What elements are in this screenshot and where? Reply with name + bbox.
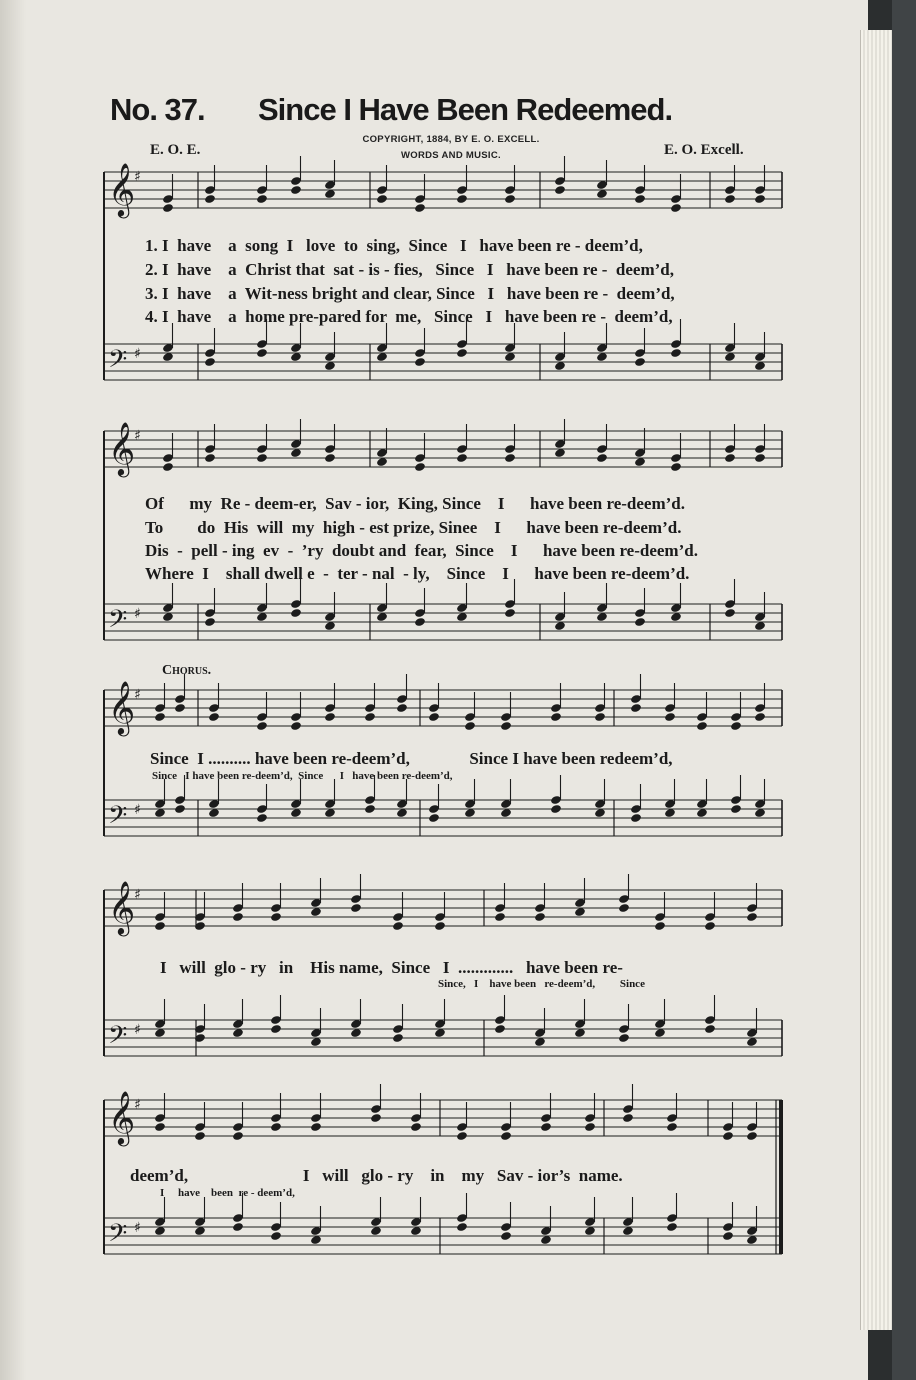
- note-head: [410, 1122, 422, 1132]
- note-head: [396, 703, 408, 713]
- note-head: [664, 712, 676, 722]
- treble-clef: 𝄞: [108, 680, 136, 734]
- note-head: [584, 1122, 596, 1132]
- note-head: [256, 453, 268, 463]
- note-head: [634, 357, 646, 367]
- verse-4-line-1: 4. I have a home pre-pared for me, Since I have been re - deem’d,: [145, 307, 673, 326]
- note-head: [290, 185, 302, 195]
- note-head: [392, 1033, 404, 1043]
- lyricist-initials: E. O. E.: [150, 142, 201, 158]
- note-head: [500, 1231, 512, 1241]
- bass-clef: 𝄢: [108, 345, 128, 380]
- note-head: [504, 194, 516, 204]
- note-head: [724, 194, 736, 204]
- key-signature-sharp: ♯: [134, 169, 141, 185]
- note-head: [634, 194, 646, 204]
- key-signature-sharp: ♯: [134, 428, 141, 444]
- note-head: [500, 721, 512, 731]
- note-head: [154, 1122, 166, 1132]
- note-head: [232, 1131, 244, 1141]
- key-signature-sharp: ♯: [134, 802, 141, 818]
- verse-4-line-2: Where I shall dwell e - ter - nal - ly, Since I have been re-deem’d.: [145, 564, 690, 583]
- chorus-bass-line-2: Since, I have been re-deem’d, Since: [438, 978, 645, 990]
- verse-1-line-2: Of my Re - deem-er, Sav - ior, King, Since I have been re-deem’d.: [145, 494, 686, 513]
- note-head: [494, 1024, 506, 1034]
- bass-clef: 𝄢: [108, 1219, 128, 1254]
- note-head: [504, 453, 516, 463]
- note-head: [414, 357, 426, 367]
- chorus-line-3: deem’d, I will glo - ry in my Sav - ior’s name.: [130, 1166, 623, 1185]
- note-head: [746, 1131, 758, 1141]
- note-head: [364, 804, 376, 814]
- note-head: [746, 912, 758, 922]
- note-head: [704, 921, 716, 931]
- key-signature-sharp: ♯: [134, 1022, 141, 1038]
- note-head: [670, 348, 682, 358]
- note-head: [704, 1024, 716, 1034]
- note-head: [270, 1231, 282, 1241]
- key-signature-sharp: ♯: [134, 687, 141, 703]
- note-head: [594, 712, 606, 722]
- note-head: [550, 804, 562, 814]
- note-head: [270, 1122, 282, 1132]
- verse-3-line-2: Dis - pell - ing ev - ’ry doubt and fear, Since I have been re-deem’d.: [145, 541, 698, 560]
- final-bar-line-thick: [779, 1100, 783, 1254]
- key-signature-sharp: ♯: [134, 346, 141, 362]
- note-head: [504, 608, 516, 618]
- note-head: [270, 912, 282, 922]
- note-head: [204, 453, 216, 463]
- note-head: [754, 453, 766, 463]
- note-head: [464, 721, 476, 731]
- note-head: [434, 921, 446, 931]
- note-head: [630, 813, 642, 823]
- note-head: [534, 912, 546, 922]
- note-head: [392, 921, 404, 931]
- verse-1-line-1: 1. I have a song I love to sing, Since I have been re - deem’d,: [145, 236, 643, 255]
- chorus-line-2: I will glo - ry in His name, Since I ............. have been re-: [160, 958, 623, 977]
- note-head: [310, 1122, 322, 1132]
- note-head: [350, 903, 362, 913]
- note-head: [456, 1131, 468, 1141]
- verse-2-line-1: 2. I have a Christ that sat - is - fies, Since I have been re - deem’d,: [145, 260, 675, 279]
- verse-2-line-2: To do His will my high - est prize, Sinee I have been re-deem’d.: [145, 518, 682, 537]
- note-head: [456, 348, 468, 358]
- treble-clef: 𝄞: [108, 880, 136, 934]
- note-head: [724, 453, 736, 463]
- note-head: [654, 921, 666, 931]
- bass-clef: 𝄢: [108, 1021, 128, 1056]
- note-head: [724, 608, 736, 618]
- note-head: [414, 203, 426, 213]
- note-head: [162, 203, 174, 213]
- note-head: [666, 1222, 678, 1232]
- composer-name: E. O. Excell.: [664, 142, 744, 158]
- key-signature-sharp: ♯: [134, 1097, 141, 1113]
- note-head: [500, 1131, 512, 1141]
- note-head: [232, 1222, 244, 1232]
- note-head: [194, 1131, 206, 1141]
- note-head: [204, 194, 216, 204]
- note-head: [696, 721, 708, 731]
- note-head: [208, 712, 220, 722]
- note-head: [670, 203, 682, 213]
- note-head: [456, 453, 468, 463]
- note-head: [456, 1222, 468, 1232]
- note-head: [540, 1122, 552, 1132]
- chorus-bass-line-1: Since I have been re-deem’d, Since I have been re-deem’d,: [152, 770, 453, 782]
- note-head: [370, 1113, 382, 1123]
- note-head: [670, 462, 682, 472]
- note-head: [456, 194, 468, 204]
- note-head: [414, 462, 426, 472]
- note-head: [618, 903, 630, 913]
- note-head: [256, 813, 268, 823]
- copyright-line: COPYRIGHT, 1884, BY E. O. EXCELL.: [362, 134, 540, 145]
- note-head: [204, 617, 216, 627]
- note-head: [730, 721, 742, 731]
- treble-clef: 𝄞: [108, 162, 136, 216]
- note-head: [290, 721, 302, 731]
- note-head: [754, 712, 766, 722]
- copyright-subline: WORDS AND MUSIC.: [401, 150, 501, 161]
- note-head: [722, 1131, 734, 1141]
- note-head: [428, 813, 440, 823]
- note-head: [204, 357, 216, 367]
- note-head: [256, 194, 268, 204]
- key-signature-sharp: ♯: [134, 606, 141, 622]
- note-head: [376, 194, 388, 204]
- chorus-bass-line-3: I have been re - deem’d,: [160, 1187, 295, 1199]
- note-head: [596, 453, 608, 463]
- note-head: [414, 617, 426, 627]
- copyright-notice: [326, 132, 576, 164]
- hymn-number: No. 37.: [110, 92, 205, 127]
- key-signature-sharp: ♯: [134, 887, 141, 903]
- note-head: [494, 912, 506, 922]
- note-head: [622, 1113, 634, 1123]
- note-head: [290, 608, 302, 618]
- note-head: [618, 1033, 630, 1043]
- note-head: [324, 712, 336, 722]
- note-head: [162, 462, 174, 472]
- note-head: [364, 712, 376, 722]
- bass-clef: 𝄢: [108, 801, 128, 836]
- note-head: [174, 804, 186, 814]
- note-head: [554, 185, 566, 195]
- chorus-label: Chorus.: [162, 663, 212, 678]
- note-head: [730, 804, 742, 814]
- note-head: [232, 912, 244, 922]
- note-head: [634, 617, 646, 627]
- note-head: [630, 703, 642, 713]
- bass-clef: 𝄢: [108, 605, 128, 640]
- note-head: [754, 194, 766, 204]
- note-head: [256, 721, 268, 731]
- treble-clef: 𝄞: [108, 421, 136, 475]
- chorus-line-1: Since I .......... have been re-deem’d, Since I have been redeem’d,: [150, 749, 673, 768]
- note-head: [154, 712, 166, 722]
- note-head: [324, 453, 336, 463]
- note-head: [550, 712, 562, 722]
- note-head: [154, 921, 166, 931]
- key-signature-sharp: ♯: [134, 1220, 141, 1236]
- note-head: [270, 1024, 282, 1034]
- note-head: [722, 1231, 734, 1241]
- hymn-title: Since I Have Been Redeemed.: [258, 92, 673, 127]
- treble-clef: 𝄞: [108, 1090, 136, 1144]
- note-head: [174, 703, 186, 713]
- note-head: [428, 712, 440, 722]
- verse-3-line-1: 3. I have a Wit-ness bright and clear, Since I have been re - deem’d,: [145, 284, 675, 303]
- note-head: [256, 348, 268, 358]
- note-head: [666, 1122, 678, 1132]
